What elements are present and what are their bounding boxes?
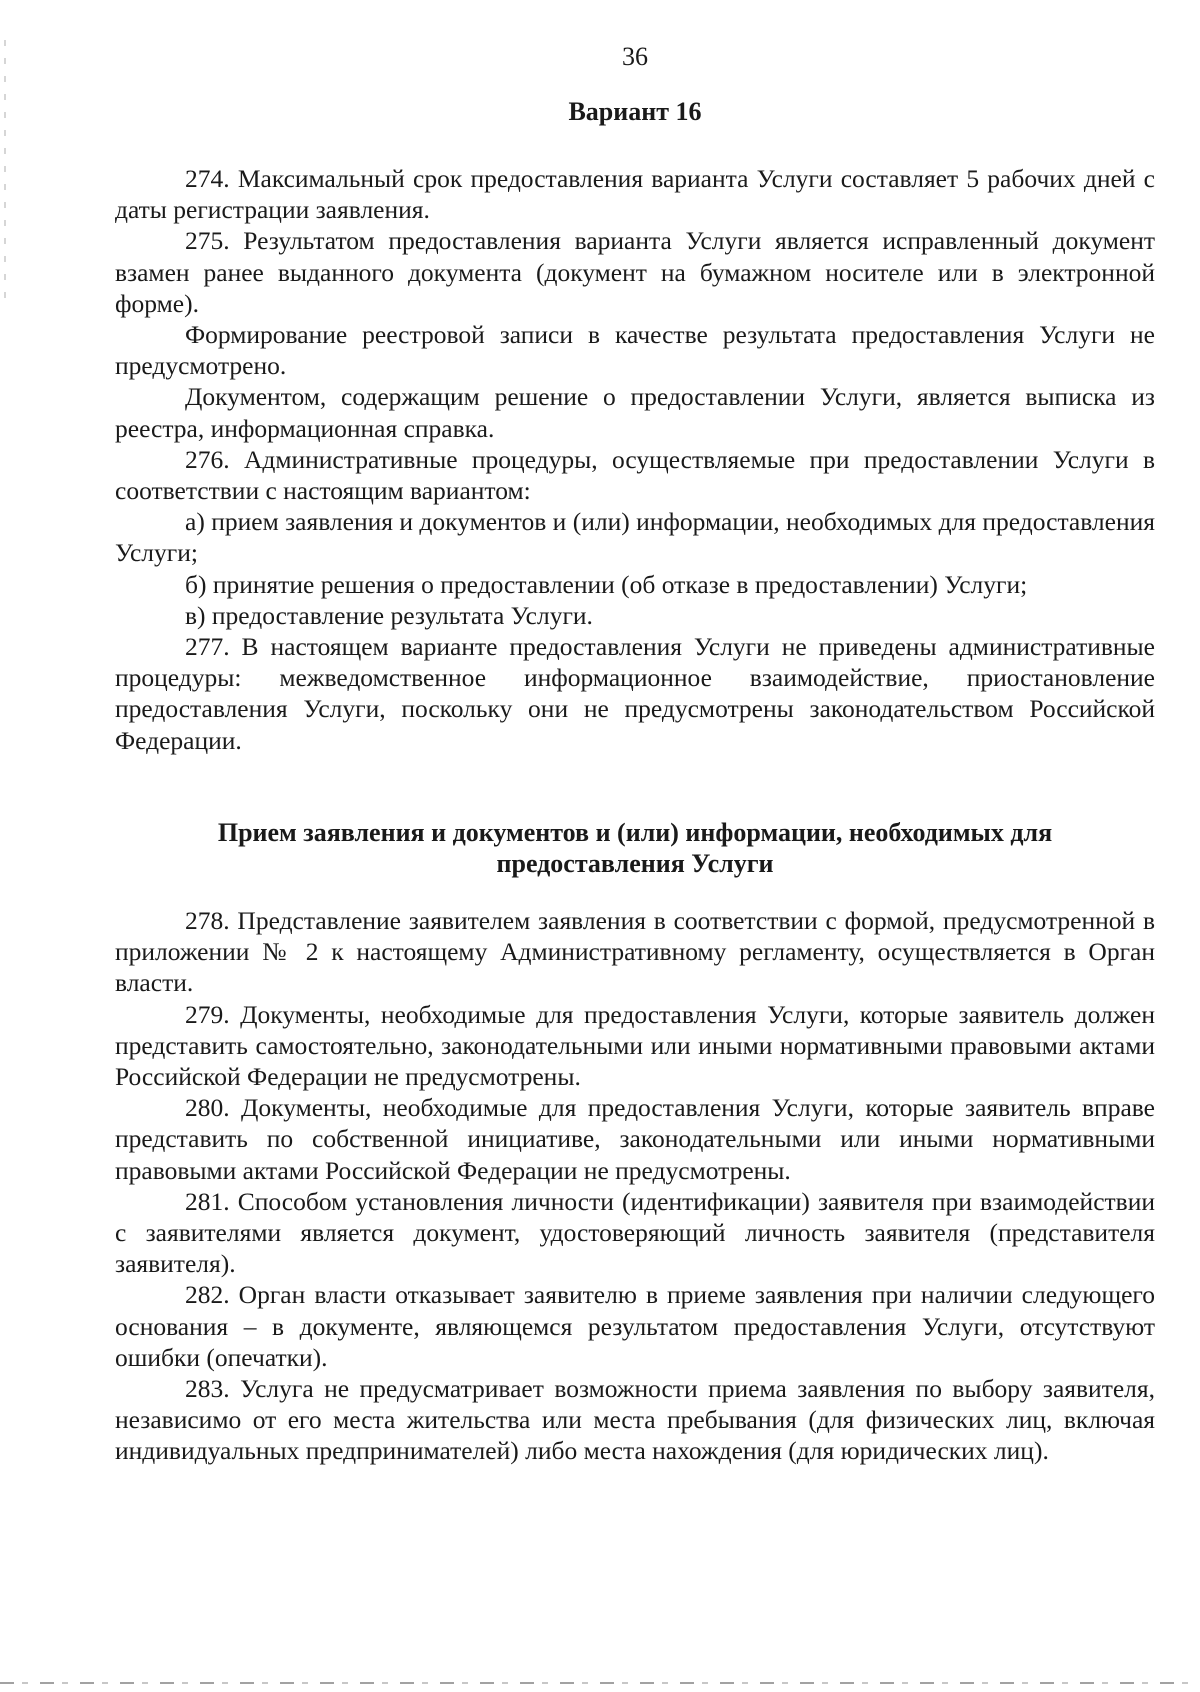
paragraph-registry-record: Формирование реестровой записи в качестве результата предоставления Услуги не предусмотрено. [115, 320, 1155, 381]
list-item-v: в) предоставление результата Услуги. [185, 600, 593, 630]
section-heading-line-2: предоставления Услуги [496, 849, 774, 878]
paragraph-276: 276. Административные процедуры, осуществляемые при предоставлении Услуги в соответствии с настоящим вариантом: [115, 444, 1155, 506]
variant-body [115, 163, 1155, 756]
paragraph-decision-document: Документом, содержащим решение о предоставлении Услуги, является выписка из реестра, информационная справка. [115, 382, 1155, 443]
paragraph-280: 280. Документы, необходимые для предоставления Услуги, которые заявитель вправе представить по собственной инициативе, законодательными или иными нормативными правовыми актами Российской Федерации не предусмотрены. [115, 1093, 1155, 1185]
paragraph-277: 277. В настоящем варианте предоставления Услуги не приведены административные процедуры: межведомственное информационное взаимодействие, приостановление предоставления Услуги, поскольку они не предусмотрены законодательством Российской Федерации. [115, 632, 1155, 755]
list-item-a: а) прием заявления и документов и (или) информации, необходимых для предоставления Услуги; [115, 507, 1155, 568]
section-heading [115, 817, 1155, 879]
section-body [115, 905, 1155, 1467]
list-item-b: б) принятие решения о предоставлении (об отказе в предоставлении) Услуги; [185, 569, 1028, 599]
scan-edge-artifact-bottom [0, 1682, 1200, 1684]
paragraph-283: 283. Услуга не предусматривает возможности приема заявления по выбору заявителя, независимо от его места жительства или места пребывания (для физических лиц, включая индивидуальных предпринимателей) либо места нахождения (для юридических лиц). [115, 1374, 1155, 1466]
paragraph-279: 279. Документы, необходимые для предоставления Услуги, которые заявитель должен представить самостоятельно, законодательными или иными нормативными правовыми актами Российской Федерации не предусмотрены. [115, 999, 1155, 1092]
page-number: 36 [622, 42, 648, 71]
variant-heading: Вариант 16 [568, 97, 702, 126]
paragraph-282: 282. Орган власти отказывает заявителю в приеме заявления при наличии следующего основания – в документе, являющемся результатом предоставления Услуги, отсутствуют ошибки (опечатки). [115, 1280, 1155, 1372]
paragraph-275: 275. Результатом предоставления варианта Услуги является исправленный документ взамен ранее выданного документа (документ на бумажном носителе или в электронной форме). [115, 226, 1155, 318]
scan-edge-artifact-left [4, 40, 6, 300]
paragraph-274: 274. Максимальный срок предоставления варианта Услуги составляет 5 рабочих дней с даты регистрации заявления. [115, 164, 1155, 225]
paragraph-281: 281. Способом установления личности (идентификации) заявителя при взаимодействии с заявителями является документ, удостоверяющий личность заявителя (представителя заявителя). [115, 1186, 1155, 1279]
paragraph-278: 278. Представление заявителем заявления в соответствии с формой, предусмотренной в приложении № 2 к настоящему Административному регламенту, осуществляется в Орган власти. [115, 906, 1155, 998]
section-heading-line-1: Прием заявления и документов и (или) информации, необходимых для [217, 818, 1053, 847]
